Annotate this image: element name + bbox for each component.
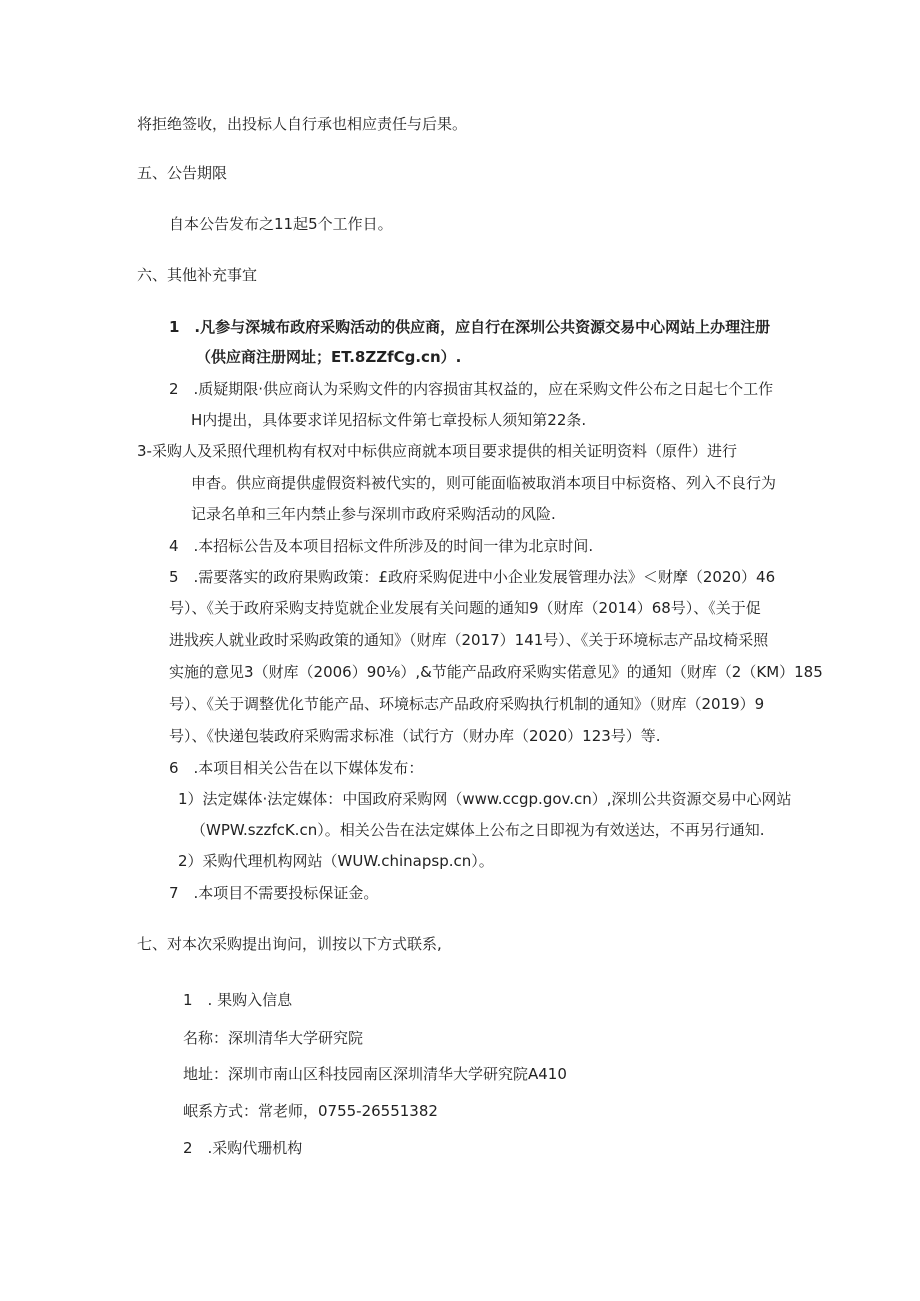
section-5-body: 自本公告发布之11起5个工作日。 (169, 215, 393, 233)
item-3-line-2: 申杳。供应商提供虚假资料被代实的，则可能面临被取消本项目中标资格、列入不良行为 (191, 474, 777, 492)
purchaser-name: 名称：深圳清华大学研究院 (183, 1029, 364, 1047)
item-1-line-2: （供应商注册网址；ET.8ZZfCg.cn）. (196, 348, 462, 366)
item-6: 6 .本项目相关公告在以下媒体发布： (169, 759, 424, 777)
item-2-line-2: H内提出，具体要求详见招标文件第七章投标人须知第22条. (191, 411, 587, 429)
item-6-sub-1-line-1: 1）法定媒体·法定媒体：中国政府采购网（www.ccgp.gov.cn）,深圳公共资源交易中心网站 (178, 790, 792, 808)
item-5-line-6: 号）、《快递包装政府采购需求标准（试行方（财办库（2020）123号）等. (169, 727, 661, 745)
agency-heading: 2 .采购代珊机构 (183, 1139, 303, 1157)
item-5-line-2: 号）、《关于政府采购支持览就企业发展有关问题的通知9（财库（2014）68号）、《关于促 (169, 599, 761, 617)
purchaser-address: 地址：深圳市南山区科技园南区深圳清华大学研究院A410 (183, 1065, 567, 1083)
item-1-line-1: 1 .凡参与深城布政府采购活动的供应商，应自行在深圳公共资源交易中心网站上办理注册 (169, 318, 771, 336)
purchaser-heading: 1 . 果购入信息 (183, 991, 293, 1009)
item-3-line-3: 记录名单和三年内禁止参与深圳市政府采购活动的风险. (191, 505, 556, 523)
item-5-line-1: 5 .需要落实的政府果购政策：£政府采购促进中小企业发展管理办法》＜财摩（2020）46 (169, 568, 776, 586)
section-5-heading: 五、公告期限 (137, 164, 228, 182)
purchaser-contact: 岷系方式：常老师，0755-26551382 (183, 1102, 438, 1120)
item-6-sub-1-line-2: （WPW.szzfcK.cn）。相关公告在法定媒体上公布之日即视为有效送达，不再另行通知. (191, 821, 765, 839)
section-6-heading: 六、其他补充事宜 (137, 266, 258, 284)
item-4: 4 .本招标公告及本项目招标文件所涉及的时间一律为北京时间. (169, 537, 594, 555)
item-5-line-4: 实施的意见3（财库（2006）90⅛）,&节能产品政府采购实偌意见》的通知（财库（2（KM）185 (169, 663, 823, 681)
item-5-line-3: 进戕疾人就业政时采购政策的通知》（财库（2017）141号）、《关于环境标志产品坟椅采照 (169, 631, 769, 649)
item-3-line-1: 3-采购人及采照代理机构有权对中标供应商就本项目要求提供的相关证明资料（原件）进行 (137, 442, 737, 460)
item-2-line-1: 2 .质疑期限·供应商认为采购文件的内容损宙其权益的，应在采购文件公布之日起七个工作 (169, 380, 774, 398)
item-5-line-5: 号）、《关于调整优化节能产品、环境标志产品政府采购执行机制的通知》（财库（2019）9 (169, 695, 765, 713)
section-7-heading: 七、对本次采购提出询问，训按以下方式联系, (137, 935, 442, 953)
item-6-sub-2: 2）采购代理机构网站（WUW.chinapsp.cn）。 (178, 852, 494, 870)
item-7: 7 .本项目不需要投标保证金。 (169, 884, 379, 902)
intro-tail-text: 将拒绝签收，出投标人自行承也相应责任与后果。 (137, 115, 468, 133)
